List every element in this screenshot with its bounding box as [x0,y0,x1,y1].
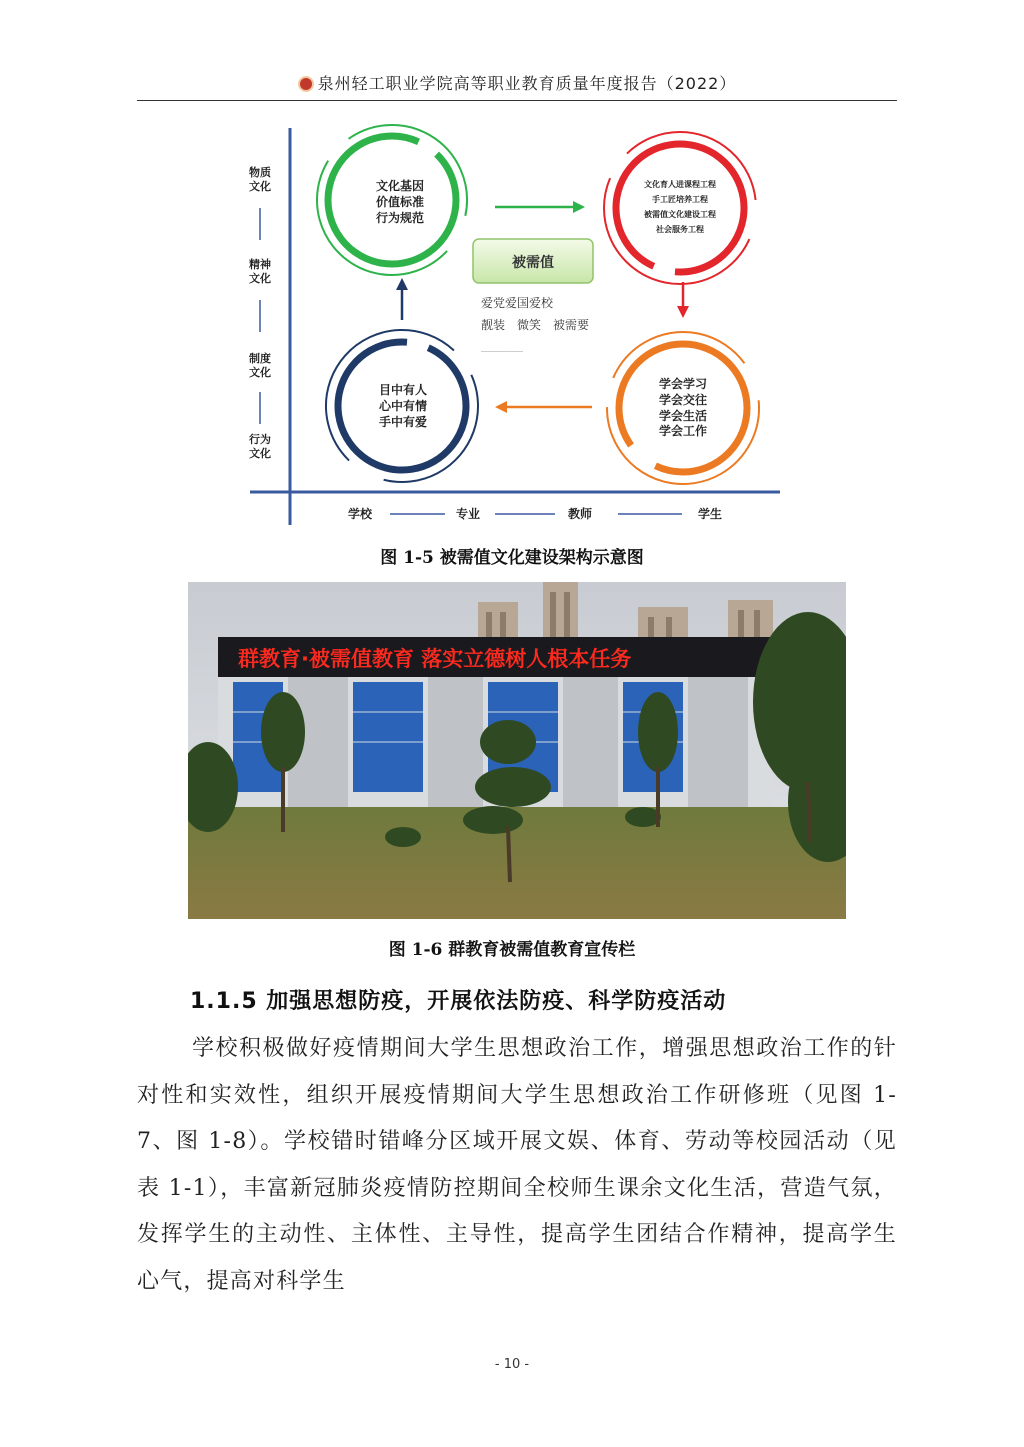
arrow-green-right [495,201,585,213]
x-label-student: 学生 [697,507,723,521]
arrow-orange-left [495,401,592,413]
svg-text:…………………: ………………… [481,347,523,354]
red-circle [593,121,768,296]
svg-text:心中有情: 心中有情 [378,399,428,413]
svg-text:文化基因: 文化基因 [375,179,425,193]
svg-text:社会服务工程: 社会服务工程 [656,225,704,234]
x-label-school: 学校 [347,507,373,521]
figure-1-6-caption: 图 1-6 群教育被需值教育宣传栏 [388,940,636,960]
svg-text:价值标准: 价值标准 [375,195,425,209]
arrow-red-down [677,282,689,318]
y-label-system: 制度文化 [249,352,271,379]
y-label-behavior: 行为文化 [249,433,271,460]
svg-text:被需值文化建设工程: 被需值文化建设工程 [644,210,716,219]
svg-text:被需值: 被需值 [512,255,554,271]
svg-text:靓装 微笑 被需要: 靓装 微笑 被需要 [481,318,590,332]
svg-text:行为规范: 行为规范 [375,211,425,225]
svg-text:文化育人进课程工程: 文化育人进课程工程 [644,180,716,189]
x-label-teacher: 教师 [567,507,593,521]
culture-framework-diagram [240,120,785,530]
page-number: - 10 - [494,1357,530,1372]
y-label-spirit: 精神文化 [249,258,271,285]
svg-text:群教育·被需值教育 落实立德树人根本任务: 群教育·被需值教育 落实立德树人根本任务 [238,647,632,671]
svg-text:学会工作: 学会工作 [658,424,708,438]
section-paragraph: 学校积极做好疫情期间大学生思想政治工作，增强思想政治工作的针对性和实效性，组织开展疫情期间大学生思想政治工作研修班（见图 1-7、图 1-8）。学校错时错峰分区域开展文娱、体育、劳动等校园活动（见表 1-1），丰富新冠肺炎疫情防控期间全校师生课余文化生活，营造气氛，发挥学生的主动性、主体性、主导性，提高学生团结合作精神，提高学生心气，提高对科学生 [137,1036,897,1294]
svg-text:学会交往: 学会交往 [658,393,708,407]
svg-text:手工匠培养工程: 手工匠培养工程 [652,195,708,204]
orange-circle [579,304,785,512]
figure-1-5-caption: 图 1-5 被需值文化建设架构示意图 [380,548,644,568]
section-heading: 1.1.5 加强思想防疫，开展依法防疫、科学防疫活动 [190,989,727,1014]
arrow-navy-up [396,278,408,320]
promotion-board-photo [188,582,846,919]
y-label-material: 物质文化 [249,166,271,193]
x-label-major: 专业 [455,507,481,521]
svg-text:手中有爱: 手中有爱 [378,415,428,429]
svg-text:学会生活: 学会生活 [658,409,708,423]
page-header [137,70,897,101]
svg-text:爱党爱国爱校: 爱党爱国爱校 [481,296,554,310]
college-logo-icon [298,76,314,92]
header-title: 泉州轻工职业学院高等职业教育质量年度报告（2022） [317,74,737,93]
svg-text:目中有人: 目中有人 [378,383,428,397]
svg-text:学会学习: 学会学习 [658,377,708,391]
